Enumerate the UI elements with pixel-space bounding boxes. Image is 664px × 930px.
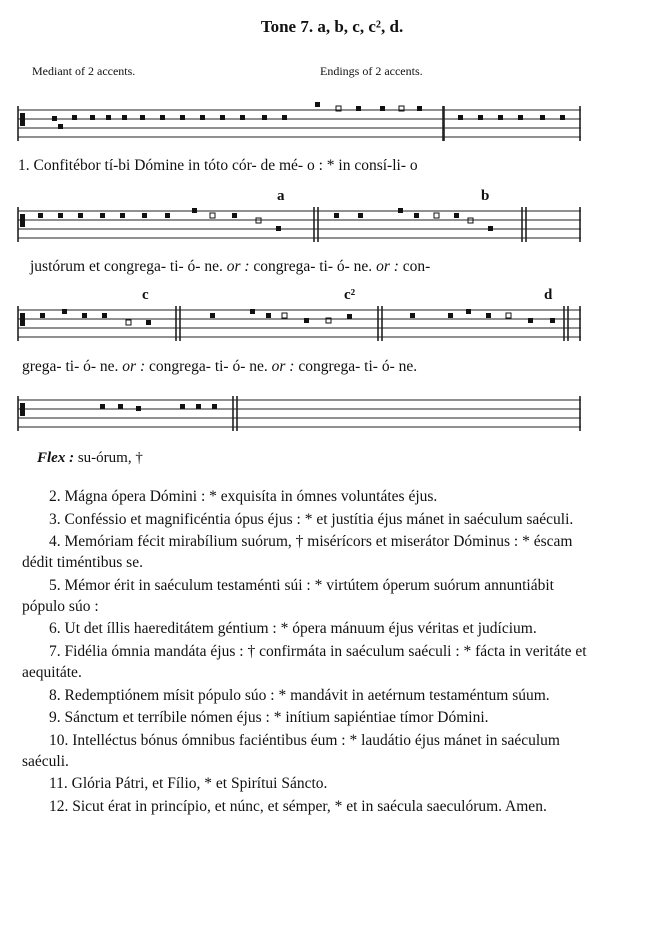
mediant-caption: Mediant of 2 accents. <box>32 64 136 78</box>
lyric-2-part-b: congrega- ti- ó- ne. <box>253 258 373 275</box>
lyric-3-part-b: congrega- ti- ó- ne. <box>148 358 268 375</box>
lyric-line-2 <box>30 258 430 276</box>
lyric-2-part-c: con- <box>402 258 431 275</box>
ending-label-b: b <box>481 188 490 204</box>
ending-label-c2: c² <box>344 287 356 303</box>
flex-label: Flex : <box>37 450 75 466</box>
flex-text: su-órum, † <box>74 450 143 466</box>
lyric-2-or-1: or : <box>226 258 250 275</box>
verse-2: 2. Mágna ópera Dómini : * exquisíta in ómnes voluntátes éjus. <box>49 488 438 505</box>
verse-10: 10. Intelléctus bónus ómnibus faciéntibus éum : * laudátio éjus mánet in saéculum saéculi. <box>22 731 560 770</box>
verse-4: 4. Memóriam fécit mirabílium suórum, † misérícors et miserátor Dóminus : * éscam dédit timéntibus se. <box>22 533 573 572</box>
flex-line <box>37 450 143 467</box>
lyric-2-part-a: justórum et congrega- ti- ó- ne. <box>30 258 223 275</box>
verse-9: 9. Sánctum et terríbile nómen éjus : * inítium sapiéntiae tímor Dómini. <box>49 709 489 727</box>
lyric-3-or-2: or : <box>271 358 295 375</box>
verse-list <box>22 487 588 820</box>
ending-label-d: d <box>544 287 553 303</box>
verse-3: 3. Conféssio et magnificéntia ópus éjus : * et justítia éjus mánet in saéculum saéculi. <box>49 510 574 528</box>
lyric-3-part-c: congrega- ti- ó- ne. <box>298 358 418 375</box>
lyric-2-or-2: or : <box>376 258 399 275</box>
verse-5: 5. Mémor érit in saéculum testaménti súi : * virtútem óperum suórum annuntiábit pópulo súo : <box>22 576 554 615</box>
ending-label-c: c <box>142 287 149 303</box>
page-title: Tone 7. a, b, c, c², d. <box>260 17 404 36</box>
ending-label-a: a <box>277 188 285 204</box>
verse-7: 7. Fidélia ómnia mandáta éjus : † confirmáta in saéculum saéculi : * fácta in veritáte et aequitáte. <box>22 643 587 681</box>
verse-8: 8. Redemptiónem mísit pópulo súo : * mandávit in aetérnum testaméntum súum. <box>49 686 550 704</box>
verse-6: 6. Ut det íllis haereditátem géntium : * ópera mánuum éjus véritas et judícium. <box>49 620 537 638</box>
endings-caption: Endings of 2 accents. <box>320 64 423 78</box>
lyric-line-1: 1. Confitébor tí-bi Dómine in tóto cór- de mé- o : * in consí-li- o <box>18 157 418 174</box>
lyric-line-3 <box>22 358 417 376</box>
verse-12: 12. Sicut érat in princípio, et núnc, et sémper, * et in saécula saeculórum. Amen. <box>49 798 547 816</box>
verse-11: 11. Glória Pátri, et Fílio, * et Spirítui Sáncto. <box>49 775 328 793</box>
lyric-3-or-1: or : <box>122 358 146 375</box>
lyric-3-part-a: grega- ti- ó- ne. <box>22 358 119 375</box>
